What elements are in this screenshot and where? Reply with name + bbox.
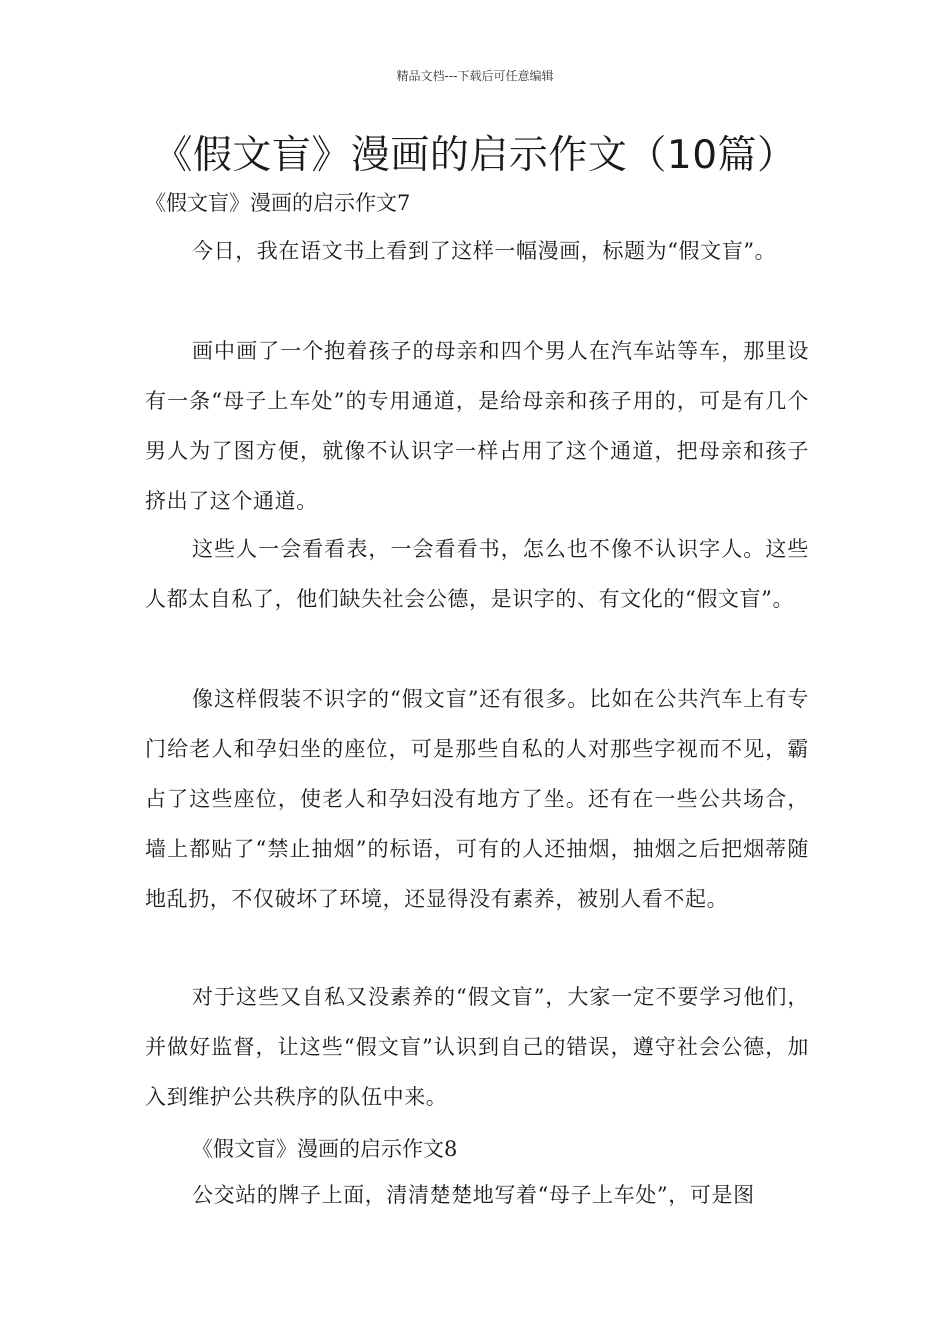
paragraph: 像这样假装不识字的“假文盲”还有很多。比如在公共汽车上有专门给老人和孕妇坐的座位，可是那些自私的人对那些字视而不见，霸占了这些座位，使老人和孕妇没有地方了坐。还有在一些公共场合，墙上都贴了“禁止抽烟”的标语，可有的人还抽烟，抽烟之后把烟蒂随地乱扔，不仅破坏了环境，还显得没有素养，被别人看不起。	[145, 687, 809, 911]
paragraph: 对于这些又自私又没素养的“假文盲”，大家一定不要学习他们，并做好监督，让这些“假文盲”认识到自己的错误，遵守社会公德，加入到维护公共秩序的队伍中来。	[145, 985, 809, 1109]
section-7-heading: 《假文盲》漫画的启示作文7	[145, 191, 411, 215]
paragraph: 公交站的牌子上面，清清楚楚地写着“母子上车处”，可是图	[192, 1183, 755, 1207]
header-note: 精品文档---下载后可任意编辑	[396, 69, 554, 83]
paragraph: 画中画了一个抱着孩子的母亲和四个男人在汽车站等车，那里设有一条“母子上车处”的专用通道，是给母亲和孩子用的，可是有几个男人为了图方便，就像不认识字一样占用了这个通道，把母亲和孩子挤出了这个通道。	[145, 339, 809, 513]
document-title: 《假文盲》漫画的启示作文（10篇）	[153, 133, 797, 178]
paragraph: 这些人一会看看表，一会看看书，怎么也不像不认识字人。这些人都太自私了，他们缺失社会公德，是识字的、有文化的“假文盲”。	[145, 537, 809, 611]
paragraph: 今日，我在语文书上看到了这样一幅漫画，标题为“假文盲”。	[192, 239, 777, 263]
section-8-heading: 《假文盲》漫画的启示作文8	[192, 1137, 458, 1161]
